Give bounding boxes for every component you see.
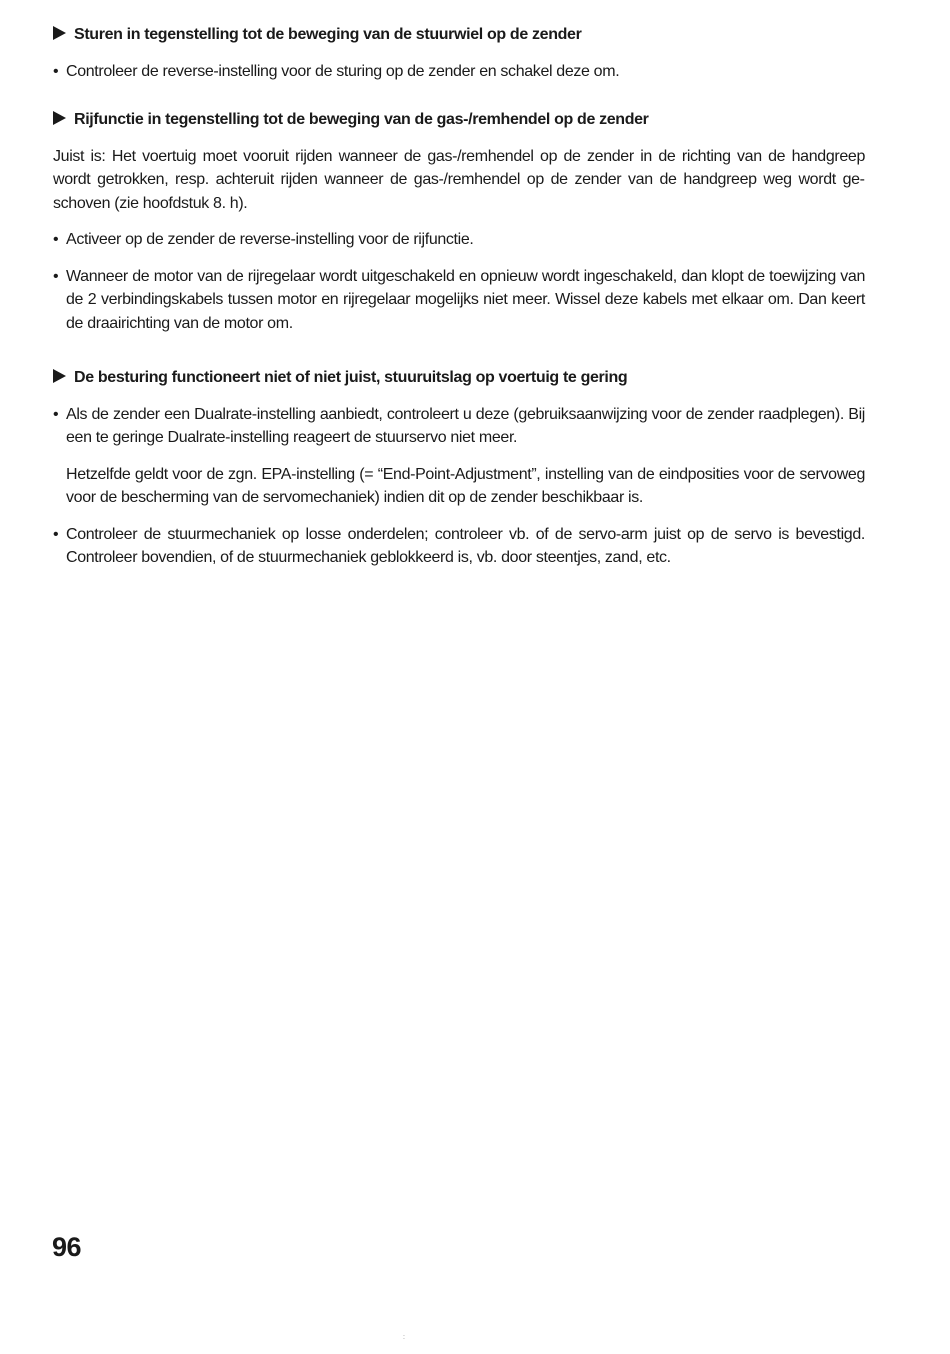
page-number: 96 — [52, 1232, 82, 1262]
list-item-text: Controleer de reverse-instelling voor de sturing op de zender en schakel deze om. — [66, 62, 620, 80]
bullet-icon: • — [53, 62, 59, 80]
list-item-text: Wanneer de motor van de rijregelaar wordt uitgeschakeld en opnieuw wordt ingeschakeld, dan klopt de toewijzing van de 2 verbindingskabels tussen motor en rijregelaar mogelijks niet meer. Wissel deze kabels met elkaar om. Dan keert de draairichting van de motor om. — [66, 267, 865, 332]
bullet-icon: • — [53, 405, 59, 423]
bullet-icon: • — [53, 525, 59, 543]
list-item — [53, 523, 865, 570]
section-heading — [53, 108, 865, 132]
list-item-text: Activeer op de zender de reverse-instelling voor de rijfunctie. — [66, 231, 474, 248]
bullet-icon: • — [53, 231, 59, 248]
paragraph: Juist is: Het voertuig moet vooruit rijden wanneer de gas-/remhendel op de zender in de richting van de handgreep wordt getrokken, resp. achteruit rijden wanneer de gas-/remhendel op de zender van de handgreep weg wordt geschoven (zie hoofdstuk 8. h). — [53, 147, 865, 212]
section-heading — [53, 366, 865, 390]
list-item-text: Als de zender een Dualrate-instelling aanbiedt, controleert u deze (gebruiksaanwijzing voor de zender raadplegen). Bij een te geringe Dualrate-instelling reageert de stuurservo niet meer. — [66, 405, 865, 446]
heading-text: Sturen in tegenstelling tot de beweging van de stuurwiel op de zender — [74, 26, 582, 43]
list-item — [53, 265, 865, 336]
footer-mark: : — [403, 1334, 405, 1341]
triangle-arrow-icon — [53, 26, 66, 40]
bullet-icon: • — [53, 267, 59, 285]
section-heading — [53, 23, 865, 47]
list-item — [53, 403, 865, 450]
triangle-arrow-icon — [53, 111, 66, 125]
paragraph: Hetzelfde geldt voor de zgn. EPA-instelling (= “End-Point-Adjustment”, instelling van de eindposities voor de servoweg voor de bescherming van de servomechaniek) indien dit op de zender beschikbaar is. — [66, 465, 865, 506]
triangle-arrow-icon — [53, 369, 66, 383]
heading-text: Rijfunctie in tegenstelling tot de beweging van de gas-/remhendel op de zender — [74, 111, 649, 128]
heading-text: De besturing functioneert niet of niet juist, stuuruitslag op voertuig te gering — [74, 369, 628, 386]
page-content — [53, 22, 865, 570]
list-item-text: Controleer de stuurmechaniek op losse onderdelen; controleer vb. of de servo-arm juist op de servo is bevestigd. Controleer bovendien, of de stuurmechaniek geblokkeerd is, vb. door steentjes, zand, etc. — [66, 525, 865, 566]
list-item — [53, 228, 865, 252]
list-item — [53, 60, 865, 84]
